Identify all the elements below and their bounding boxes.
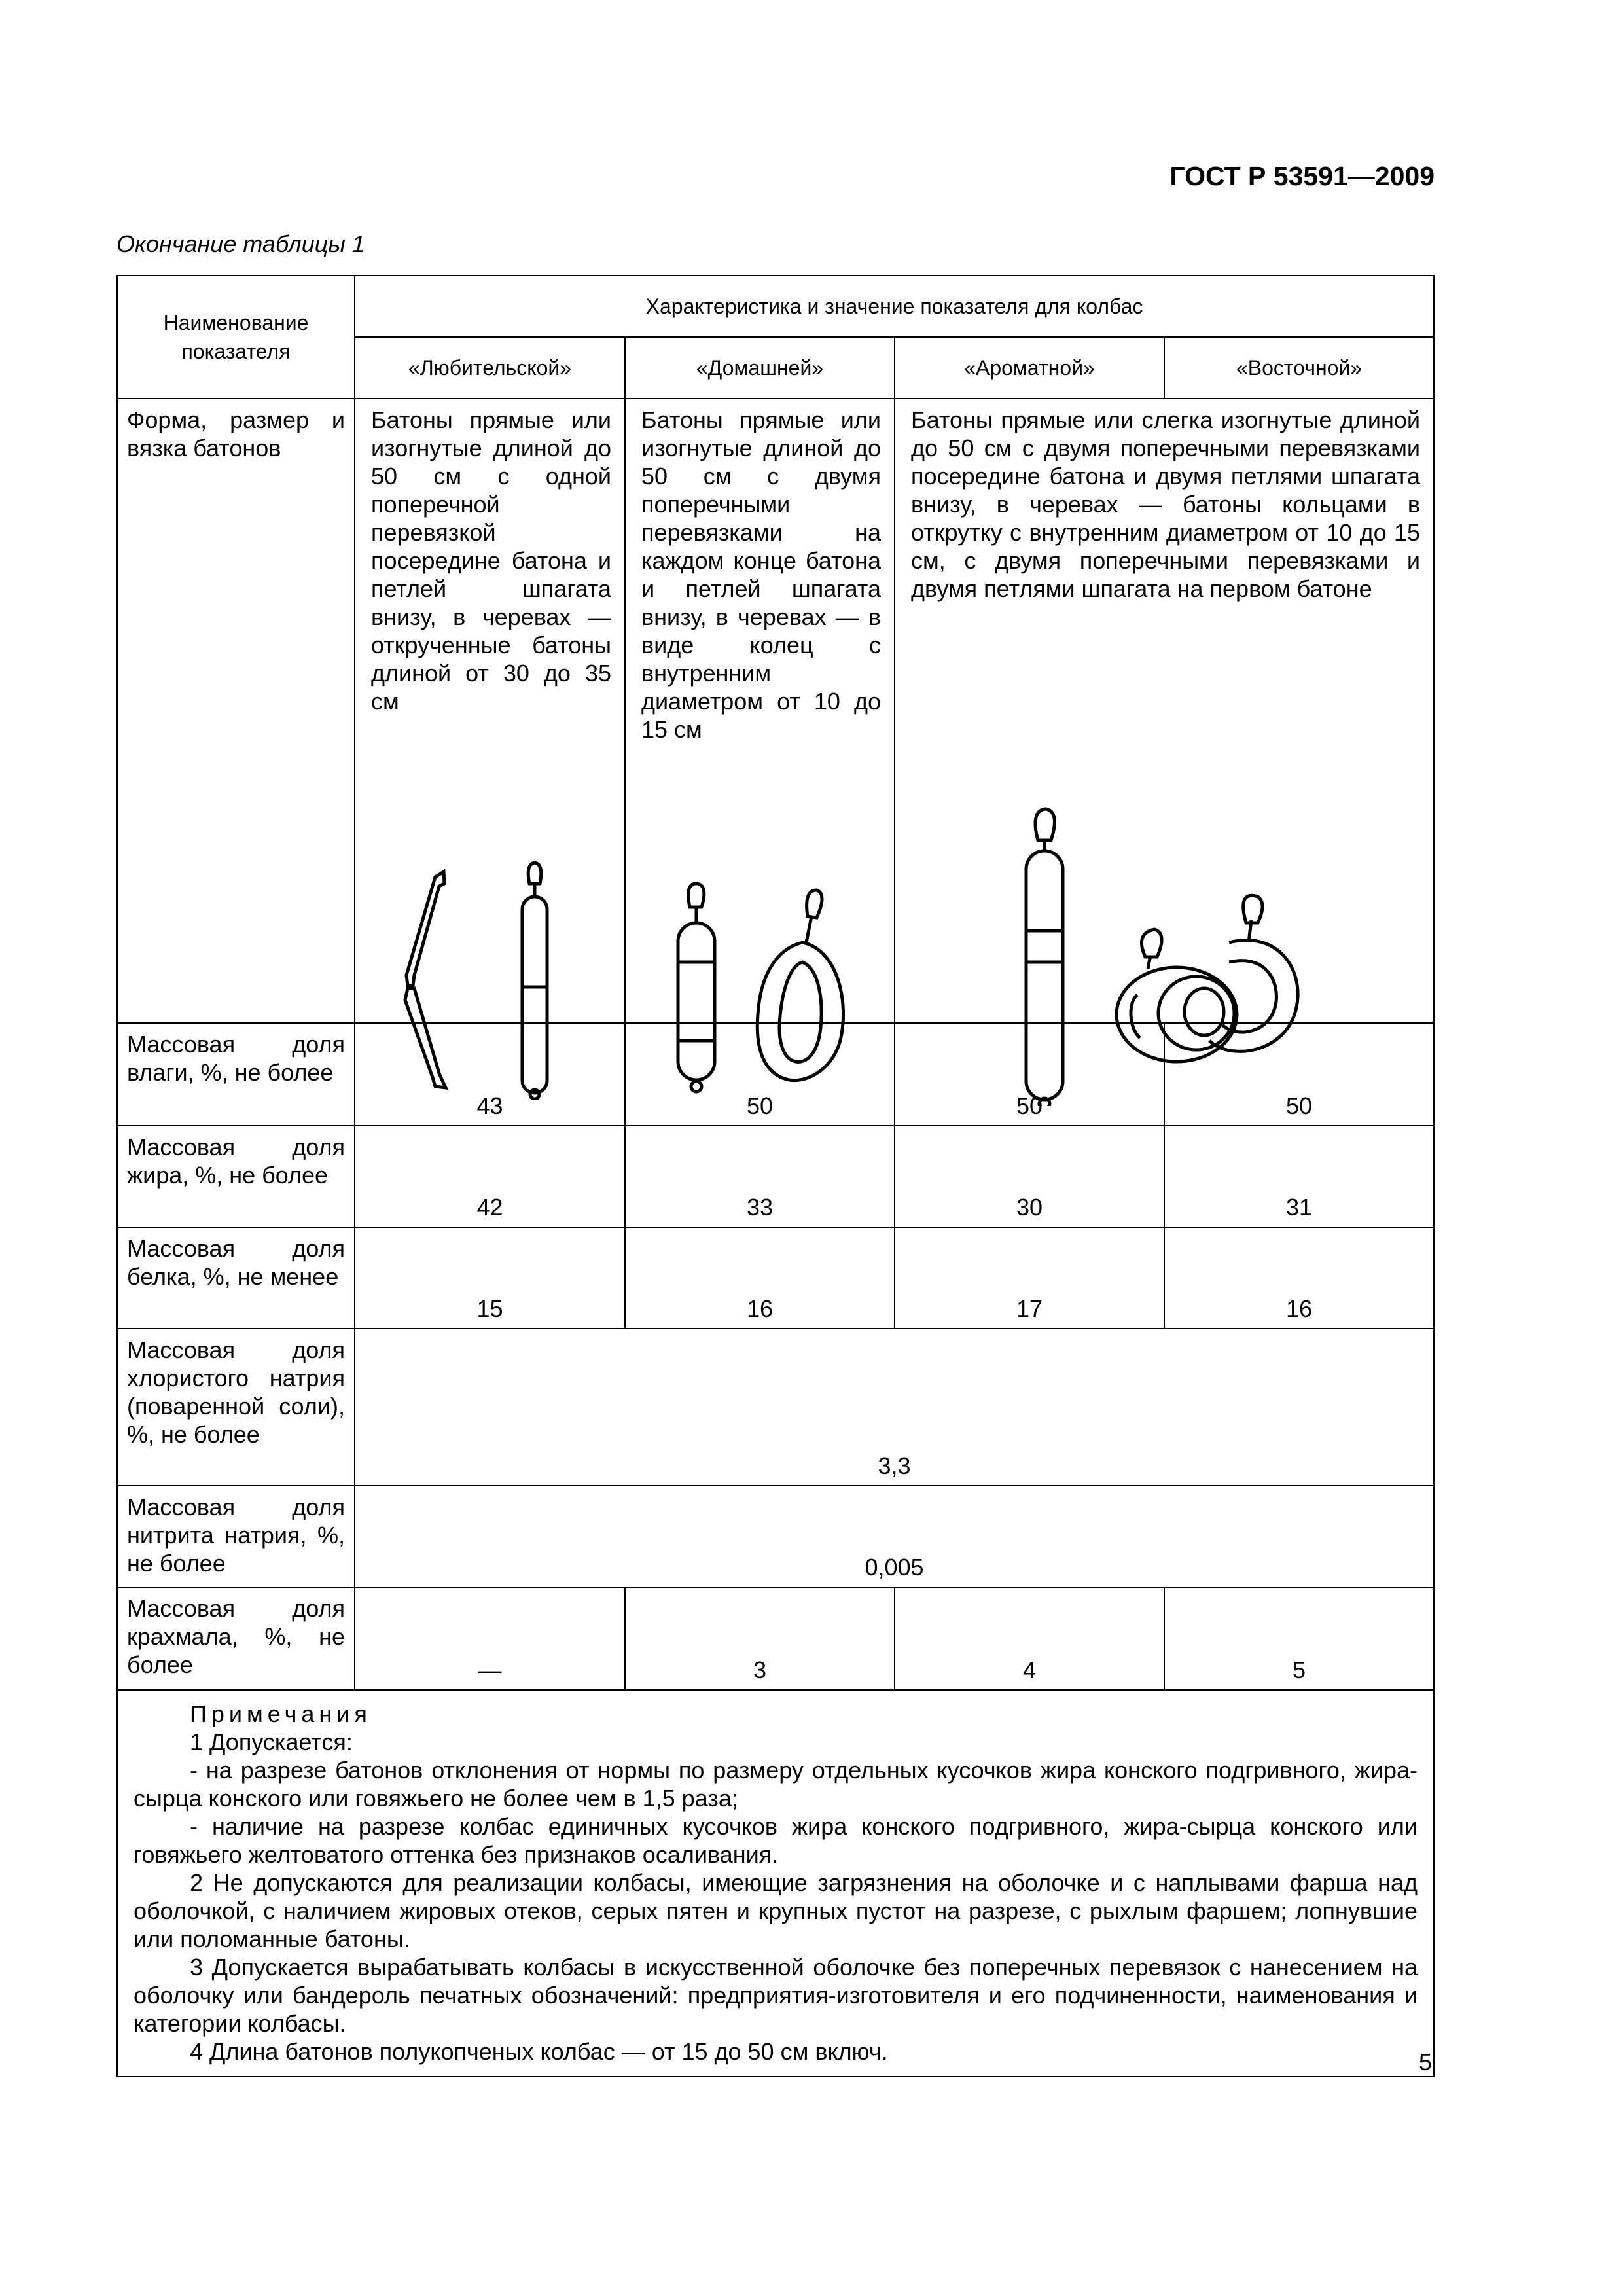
shape-text-aromatnaya-vostochnaya: Батоны прямые или слегка изогнутые длиной до 50 см с двумя поперечными перевязками посередине батона и двумя петлями шпагата внизу, в черевах — батоны кольцами в открутку с внутренним диаметром от 10 до 15 см, с двумя поперечными перевязками и двумя петлями шпагата на первом батоне [911, 406, 1421, 602]
table-row [117, 1126, 1434, 1227]
shape-text-domashnyaya: Батоны прямые или изогнутые длиной до 50 см с двумя поперечными перевязками на каждом конце батона и петлей шпагата внизу, в черевах — в виде колец с внутренним диаметром от 10 до 15 см [641, 406, 881, 743]
notes-title: Примечания [190, 1700, 372, 1727]
value-cell: 31 [1164, 1126, 1434, 1227]
value-cell: 15 [355, 1227, 625, 1329]
value-nitrite: 0,005 [355, 1486, 1434, 1587]
sausage-aromatnaya-vostochnaya-illustration [1000, 805, 1366, 1106]
note-2: 2 Не допускаются для реализации колбасы, имеющие загрязнения на оболочке и с наплывами фарша над оболочкой, с наличием жировых отеков, серых пятен и крупных пустот на разрезе, с рыхлым фаршем; лопнувшие или поломанные батоны. [134, 1869, 1418, 1952]
table-row [117, 1587, 1434, 1690]
value-cell: 5 [1164, 1587, 1434, 1690]
note-3: 3 Допускается вырабатывать колбасы в искусственной оболочке без поперечных перевязок с нанесением на оболочку или бандероль печатных обозначений: предприятия-изготовителя и его подчиненности, наименования и категории колбасы. [134, 1954, 1418, 2037]
value-cell: 30 [895, 1126, 1164, 1227]
row-name-nitrite: Массовая доля нитрита натрия, %, не более [117, 1486, 355, 1587]
value-cell: 17 [895, 1227, 1164, 1329]
col-header-aromatnaya: «Ароматной» [895, 337, 1164, 399]
row-name-starch: Массовая доля крахмала, %, не более [117, 1587, 355, 1690]
document-code: ГОСТ Р 53591—2009 [1169, 161, 1435, 191]
cell-shape-domashnyaya [625, 399, 895, 1023]
value-cell: 42 [355, 1126, 625, 1227]
note-1a: - на разрезе батонов отклонения от нормы по размеру отдельных кусочков жира конского подгривного, жира-сырца конского или говяжьего не более чем в 1,5 раза; [134, 1757, 1418, 1812]
row-name-salt: Массовая доля хлористого натрия (поваренной соли), %, не более [117, 1329, 355, 1486]
value-cell: — [355, 1587, 625, 1690]
table-row [117, 1227, 1434, 1329]
value-cell: 33 [625, 1126, 895, 1227]
value-salt: 3,3 [355, 1329, 1434, 1486]
row-name-protein: Массовая доля белка, %, не менее [117, 1227, 355, 1329]
notes-cell [117, 1690, 1434, 2077]
sausage-lyubitelskaya-illustration [395, 857, 591, 1100]
col-header-vostochnaya: «Восточной» [1164, 337, 1434, 399]
value-cell: 16 [625, 1227, 895, 1329]
col-header-lyubitelskaya: «Любительской» [355, 337, 625, 399]
note-1: 1 Допускается: [190, 1729, 353, 1755]
table-row [117, 1486, 1434, 1587]
table-caption: Окончание таблицы 1 [116, 230, 365, 257]
value-cell: 43 [355, 1023, 625, 1126]
note-4: 4 Длина батонов полукопченых колбас — от 15 до 50 см включ. [190, 2038, 888, 2065]
value-cell: 50 [895, 1023, 1164, 1126]
value-cell: 50 [625, 1023, 895, 1126]
sausage-domashnyaya-illustration [652, 864, 874, 1100]
note-1b: - наличие на разрезе колбас единичных кусочков жира конского подгривного, жира-сырца конского или говяжьего желтоватого оттенка без признаков осаливания. [134, 1813, 1418, 1868]
characteristics-table [116, 275, 1435, 2077]
table-row [117, 399, 1434, 1023]
table-row [117, 1329, 1434, 1486]
cell-shape-aromatnaya-vostochnaya [895, 399, 1434, 1023]
page-number: 5 [1418, 2049, 1432, 2075]
row-name-moisture: Массовая доля влаги, %, не более [117, 1023, 355, 1126]
value-cell: 4 [895, 1587, 1164, 1690]
shape-text-lyubitelskaya: Батоны прямые или изогнутые длиной до 50 см с одной поперечной перевязкой посередине батона и петлей шпагата внизу, в черевах — открученные батоны длиной от 30 до 35 см [371, 406, 611, 715]
col-header-name: Наименование показателя [117, 276, 355, 399]
row-name-shape: Форма, размер и вязка батонов [117, 399, 355, 1023]
value-cell: 16 [1164, 1227, 1434, 1329]
row-name-fat: Массовая доля жира, %, не более [117, 1126, 355, 1227]
col-header-domashnyaya: «Домашней» [625, 337, 895, 399]
table-row [117, 1690, 1434, 2077]
value-cell: 50 [1164, 1023, 1434, 1126]
group-header: Характеристика и значение показателя для колбас [355, 276, 1434, 337]
cell-shape-lyubitelskaya [355, 399, 625, 1023]
value-cell: 3 [625, 1587, 895, 1690]
